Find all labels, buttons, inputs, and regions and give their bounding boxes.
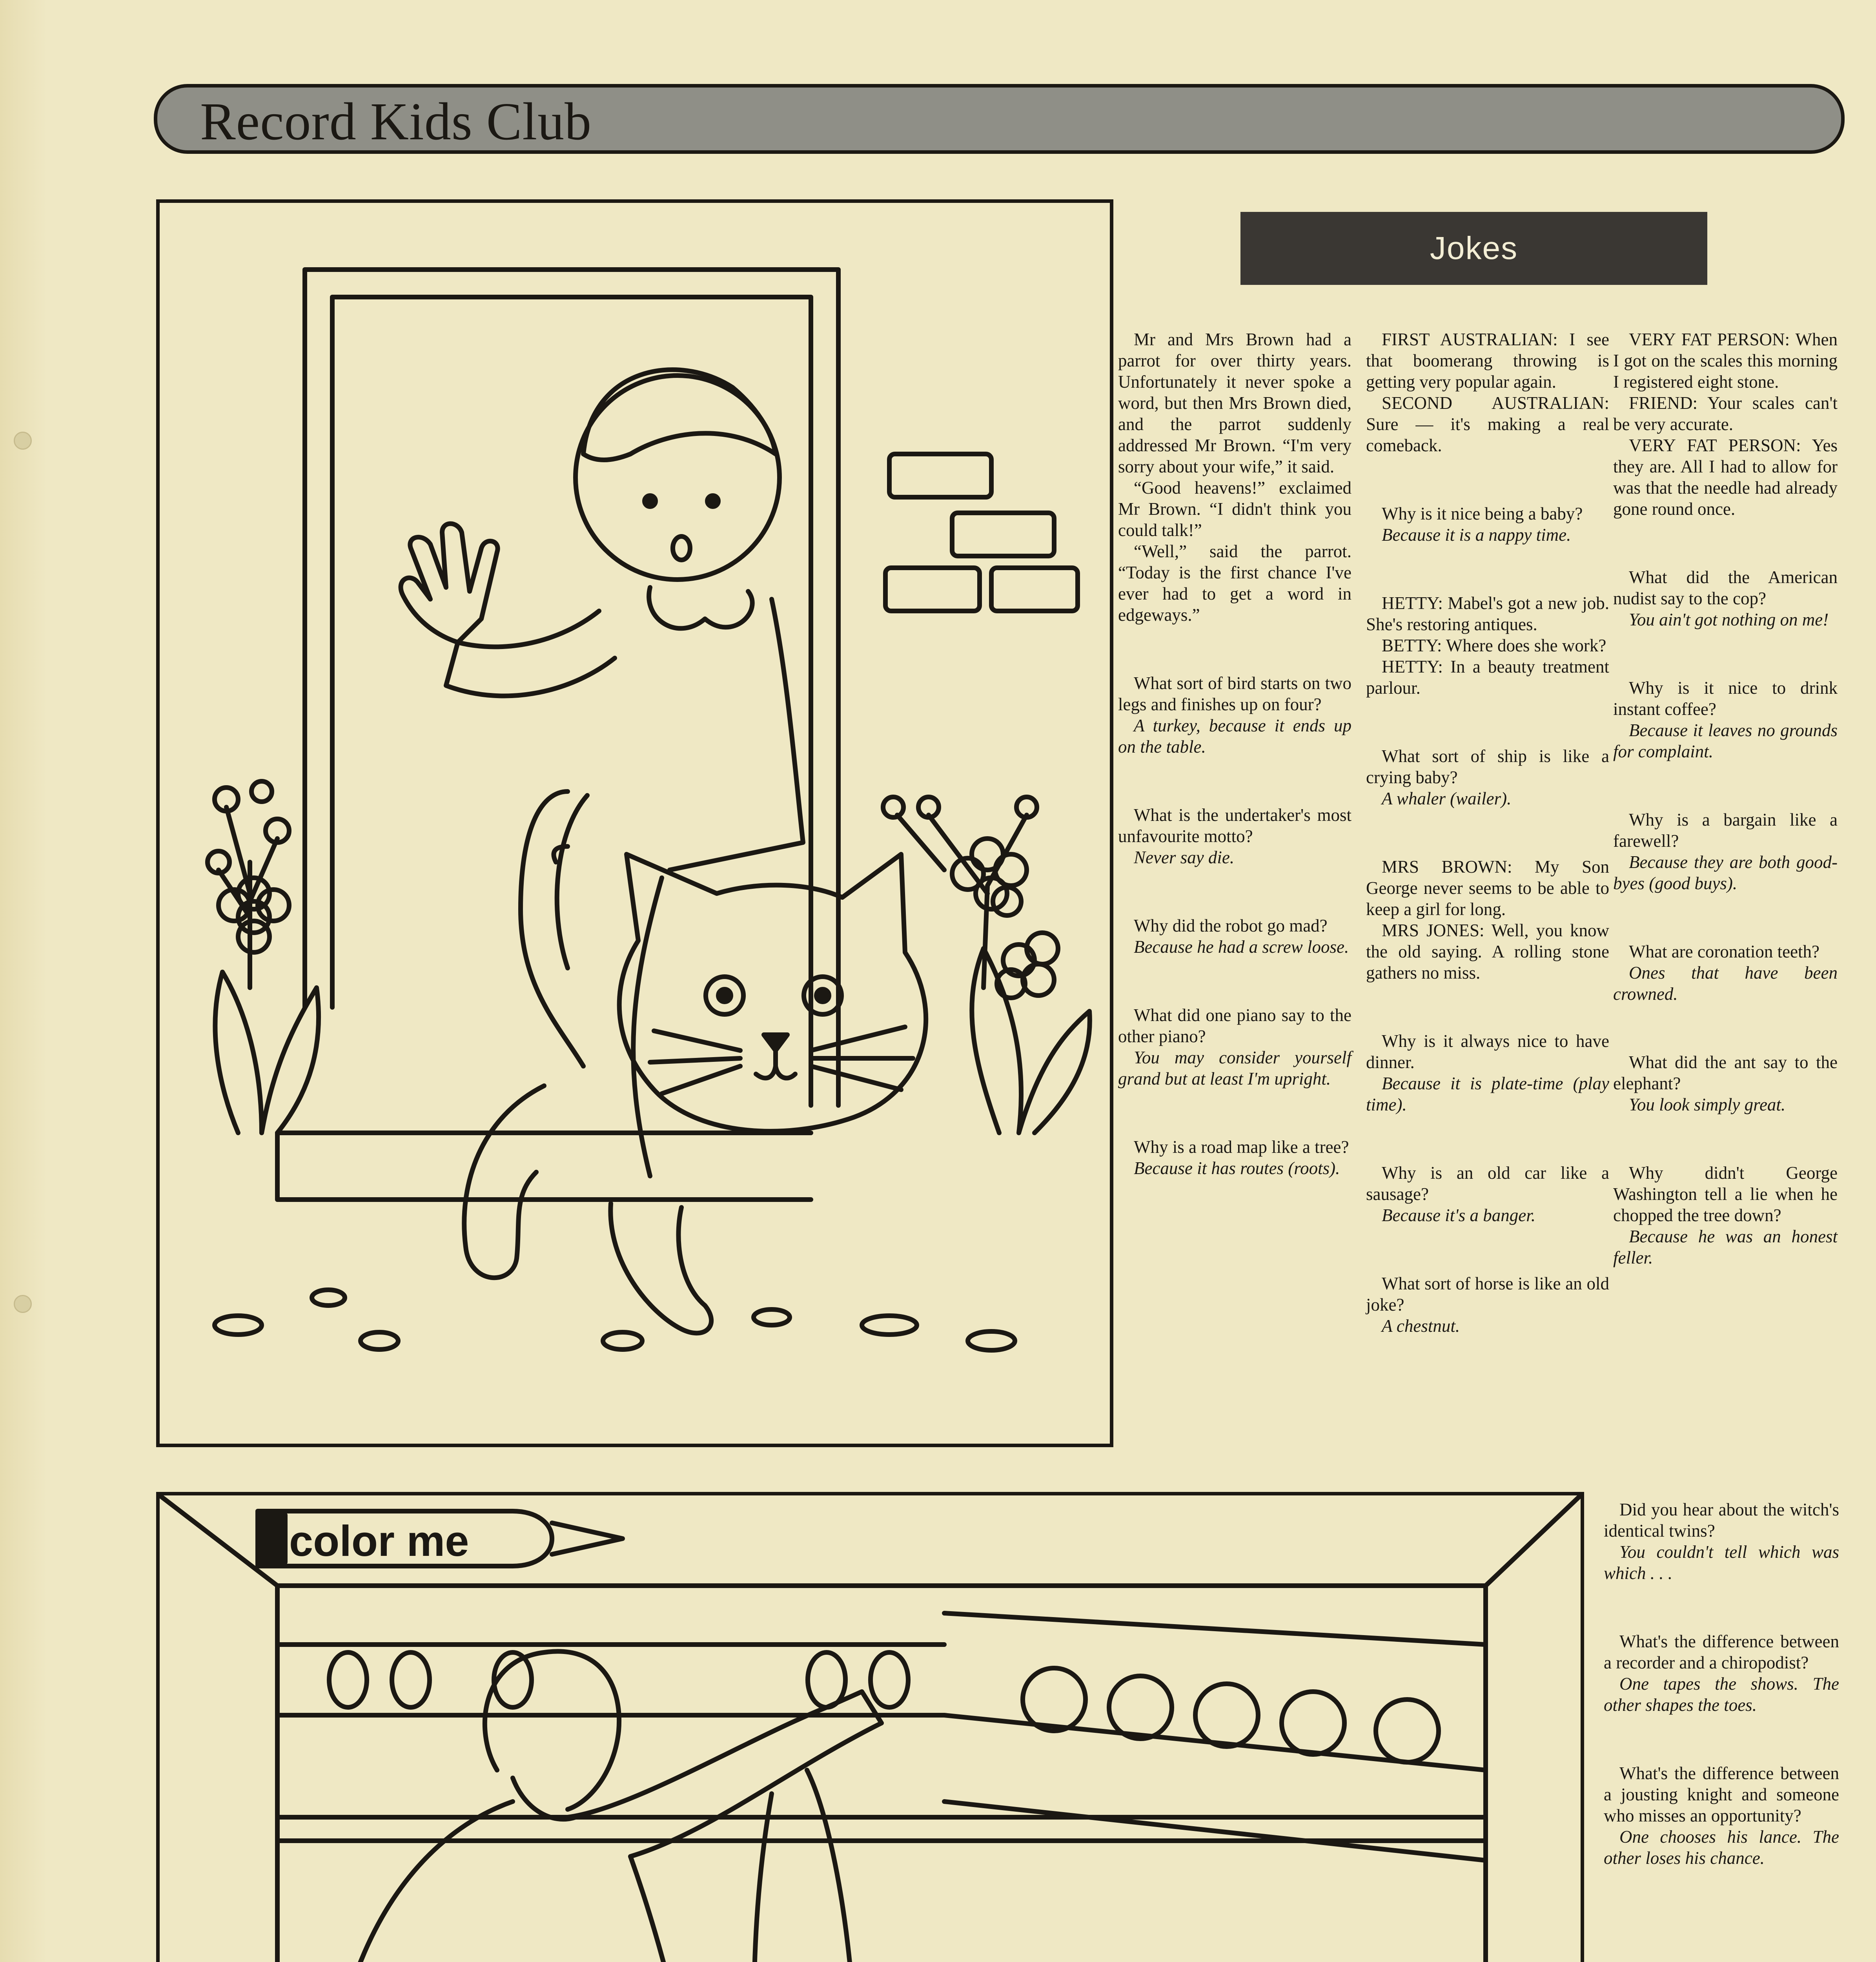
joke-item (1366, 1030, 1609, 1115)
joke-item (1366, 746, 1609, 809)
joke-item (1366, 1162, 1609, 1226)
joke-question: FRIEND: Your scales can't be very accurate. (1613, 393, 1838, 434)
joke-item (1613, 941, 1838, 1005)
coloring-picture-boy-and-cat (156, 199, 1113, 1447)
joke-item (1604, 1631, 1839, 1716)
joke-item (1613, 435, 1838, 520)
joke-question: “Well,” said the parrot. “Today is the first chance I've ever had to get a word in edgeways.” (1118, 542, 1351, 625)
joke-answer: Because he was an honest feller. (1613, 1227, 1838, 1267)
joke-answer: Because it leaves no grounds for complaint. (1613, 720, 1838, 761)
joke-question: Why is a road map like a tree? (1134, 1137, 1349, 1157)
joke-item (1118, 477, 1351, 541)
joke-item (1118, 673, 1351, 757)
boy-and-cat-drawing (160, 203, 1110, 1444)
joke-question: HETTY: In a beauty treatment parlour. (1366, 657, 1609, 698)
joke-item (1613, 809, 1838, 894)
joke-item (1613, 1162, 1838, 1268)
joke-question: MRS BROWN: My Son George never seems to be able to keep a girl for long. (1366, 857, 1609, 919)
joke-question: FIRST AUSTRALIAN: I see that boomerang throwing is getting very popular again. (1366, 330, 1609, 392)
joke-item (1613, 392, 1838, 435)
joke-question: Why is it nice being a baby? (1382, 504, 1583, 523)
joke-item (1118, 541, 1351, 625)
joke-question: BETTY: Where does she work? (1382, 636, 1606, 655)
joke-item (1118, 804, 1351, 868)
joke-item (1366, 920, 1609, 983)
joke-question: Why did the robot go mad? (1134, 916, 1328, 935)
joke-answer: Because they are both good-byes (good buys). (1613, 852, 1838, 893)
joke-item (1366, 503, 1609, 545)
joke-item (1613, 329, 1838, 392)
joke-answer: Never say die. (1134, 848, 1235, 867)
joke-item (1366, 635, 1609, 656)
jokes-column-3 (1613, 329, 1838, 1315)
jokes-heading: Jokes (1240, 212, 1707, 285)
joke-question: Why is it nice to drink instant coffee? (1613, 678, 1838, 719)
section-title: Record Kids Club (200, 92, 592, 151)
temple-scene-drawing (160, 1495, 1581, 1962)
joke-question: What did the American nudist say to the cop? (1613, 567, 1838, 608)
joke-question: “Good heavens!” exclaimed Mr Brown. “I didn't think you could talk!” (1118, 478, 1351, 540)
joke-question: What did the ant say to the elephant? (1613, 1052, 1838, 1093)
joke-answer: Because it has routes (roots). (1134, 1158, 1340, 1178)
joke-question: What are coronation teeth? (1629, 942, 1820, 961)
jokes-column-1 (1118, 329, 1351, 1226)
joke-answer: One chooses his lance. The other loses his chance. (1604, 1827, 1839, 1868)
joke-answer: Because it is a nappy time. (1382, 525, 1571, 545)
joke-answer: Ones that have been crowned. (1613, 963, 1838, 1004)
binder-hole (14, 1295, 32, 1313)
joke-answer: Because it is plate-time (play time). (1366, 1074, 1609, 1114)
joke-item (1604, 1763, 1839, 1869)
joke-question: What is the undertaker's most unfavourite motto? (1118, 805, 1351, 846)
joke-item (1604, 1499, 1839, 1584)
joke-item (1118, 1005, 1351, 1089)
joke-item (1366, 656, 1609, 698)
joke-item (1118, 1136, 1351, 1179)
joke-answer: You look simply great. (1629, 1095, 1786, 1114)
joke-answer: One tapes the shows. The other shapes the toes. (1604, 1674, 1839, 1715)
joke-question: Why is it always nice to have dinner. (1366, 1031, 1609, 1072)
coloring-picture-temple-scene (156, 1492, 1584, 1962)
joke-question: What did one piano say to the other piano? (1118, 1005, 1351, 1046)
joke-answer: A whaler (wailer). (1382, 789, 1512, 808)
joke-answer: You ain't got nothing on me! (1629, 610, 1829, 629)
joke-answer: Because he had a screw loose. (1134, 937, 1349, 957)
joke-item (1613, 1052, 1838, 1115)
color-me-label: color me (289, 1517, 469, 1565)
joke-item (1366, 593, 1609, 635)
joke-question: Why didn't George Washington tell a lie when he chopped the tree down? (1613, 1163, 1838, 1225)
joke-question: VERY FAT PERSON: Yes they are. All I had to allow for was that the needle had already gone round once. (1613, 436, 1838, 519)
joke-answer: You may consider yourself grand but at least I'm upright. (1118, 1048, 1351, 1089)
jokes-column-2 (1366, 329, 1609, 1384)
joke-item (1613, 677, 1838, 762)
joke-answer: Because it's a banger. (1382, 1205, 1536, 1225)
joke-question: What's the difference between a recorder and a chiropodist? (1604, 1632, 1839, 1672)
joke-item (1366, 1273, 1609, 1337)
joke-question: What's the difference between a jousting knight and someone who misses an opportunity? (1604, 1763, 1839, 1825)
joke-answer: A chestnut. (1382, 1316, 1460, 1336)
joke-item (1118, 915, 1351, 957)
joke-question: Why is an old car like a sausage? (1366, 1163, 1609, 1204)
joke-question: Did you hear about the witch's identical twins? (1604, 1500, 1839, 1541)
joke-item (1366, 392, 1609, 456)
joke-question: Mr and Mrs Brown had a parrot for over thirty years. Unfortunately it never spoke a word, but then Mrs Brown died, and the parrot suddenly addressed Mr Brown. “I'm very sorry about your wife,” it said. (1118, 330, 1351, 476)
joke-answer: You couldn't tell which was which . . . (1604, 1542, 1839, 1583)
joke-answer: A turkey, because it ends up on the table. (1118, 716, 1351, 757)
joke-question: VERY FAT PERSON: When I got on the scales this morning I registered eight stone. (1613, 330, 1838, 392)
joke-item (1366, 856, 1609, 920)
joke-question: MRS JONES: Well, you know the old saying. A rolling stone gathers no miss. (1366, 921, 1609, 983)
joke-question: HETTY: Mabel's got a new job. She's restoring antiques. (1366, 593, 1609, 634)
page-edge (0, 0, 47, 1962)
joke-question: SECOND AUSTRALIAN: Sure — it's making a real comeback. (1366, 393, 1609, 455)
joke-item (1118, 329, 1351, 477)
joke-item (1366, 329, 1609, 392)
joke-question: Why is a bargain like a farewell? (1613, 810, 1838, 851)
joke-question: What sort of horse is like an old joke? (1366, 1274, 1609, 1315)
joke-question: What sort of ship is like a crying baby? (1366, 746, 1609, 787)
binder-hole (14, 432, 32, 450)
jokes-column-3-continued (1604, 1499, 1839, 1916)
joke-item (1613, 567, 1838, 630)
joke-question: What sort of bird starts on two legs and finishes up on four? (1118, 673, 1351, 714)
